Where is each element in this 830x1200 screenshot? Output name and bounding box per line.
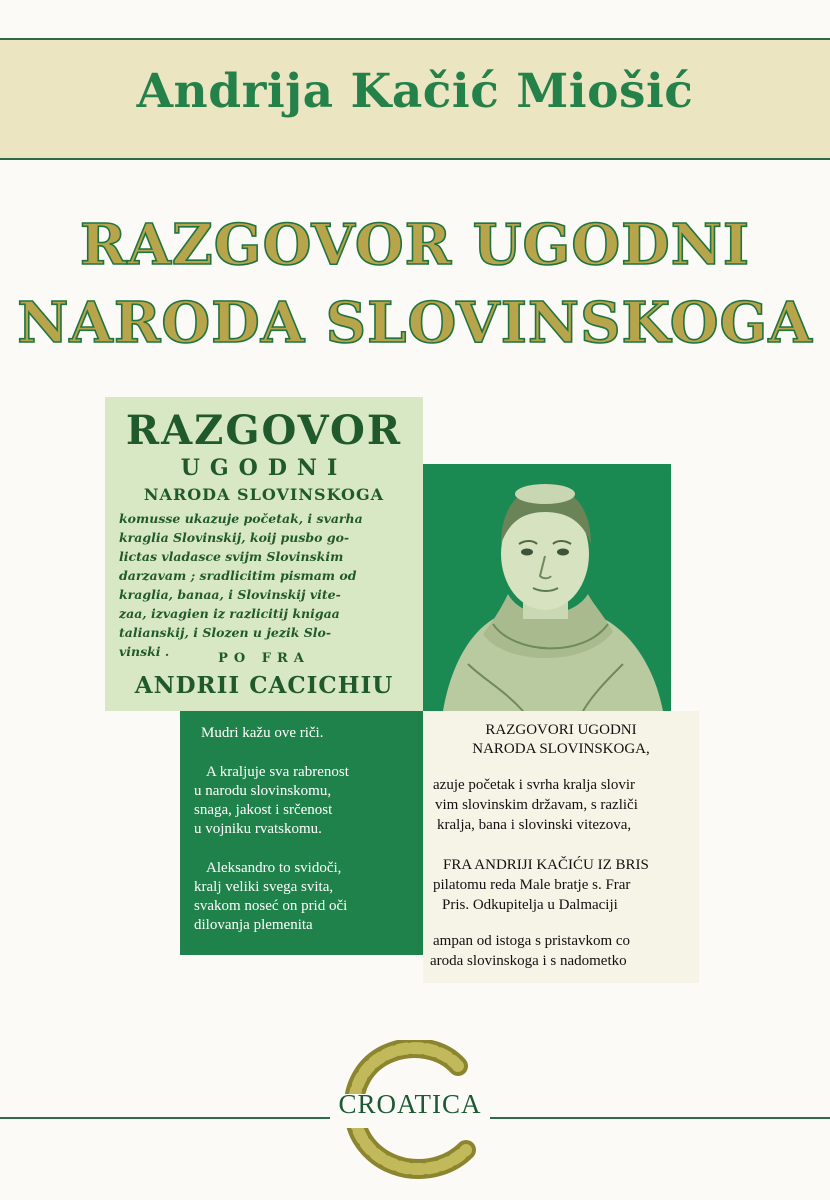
facsimile-line: zaa, izvagien iz razlicitij knigaa bbox=[119, 606, 340, 621]
facsimile-line: kraglia Slovinskij, koij pusbo go- bbox=[119, 530, 350, 545]
poem-line: u narodu slovinskomu, bbox=[194, 783, 332, 799]
facsimile-line: darzavam ; sradlicitim pismam od bbox=[119, 568, 357, 583]
bottom-rule-right bbox=[490, 1117, 830, 1119]
excerpt-title-2: NARODA SLOVINSKOGA, bbox=[472, 741, 650, 757]
excerpt-line: azuje početak i svrha kralja slovir bbox=[433, 777, 636, 793]
poem-line: snaga, jakost i srčenost bbox=[194, 802, 333, 818]
excerpt-line: ampan od istoga s pristavkom co bbox=[433, 933, 631, 949]
facsimile-line: talianskij, i Slozen u jezik Slo- bbox=[119, 625, 332, 640]
facsimile-subtitle: UGODNI bbox=[180, 455, 348, 481]
portrait-illustration bbox=[423, 464, 671, 711]
bottom-rule-left bbox=[0, 1117, 330, 1119]
author-name: Andrija Kačić Miošić bbox=[136, 64, 694, 119]
excerpt-line: kralja, bana i slovinski vitezova, bbox=[437, 817, 632, 833]
publisher-name: CROATICA bbox=[338, 1089, 482, 1119]
poem-line: A kraljuje sva rabrenost bbox=[206, 764, 349, 780]
excerpt-line: aroda slovinskoga i s nadometko bbox=[430, 953, 627, 969]
facsimile-line: kraglia, banaa, i Slovinskij vite- bbox=[119, 587, 341, 602]
excerpt-line: pilatomu reda Male bratje s. Frar bbox=[433, 877, 631, 893]
poem-line: Aleksandro to svidoči, bbox=[206, 860, 342, 876]
author-portrait bbox=[423, 464, 671, 711]
facsimile-subtitle-2: NARODA SLOVINSKOGA bbox=[143, 485, 385, 504]
facsimile-by: PO FRA bbox=[218, 651, 310, 666]
facsimile-line: vinski . bbox=[119, 644, 170, 659]
facsimile-body bbox=[119, 509, 415, 661]
facsimile-title-page bbox=[105, 397, 423, 711]
facsimile-line: lictas vladasce svijm Slovinskim bbox=[119, 549, 344, 564]
book-title-line-1: RAZGOVOR UGODNI bbox=[79, 212, 751, 278]
poem-line: dilovanja plemenita bbox=[194, 917, 313, 933]
facsimile-author: ANDRII CACICHIU bbox=[134, 672, 394, 699]
excerpt-line: vim slovinskim državam, s različi bbox=[435, 797, 638, 813]
facsimile-title: RAZGOVOR bbox=[125, 407, 403, 454]
poem-line: u vojniku rvatskomu. bbox=[194, 821, 322, 837]
excerpt-line: FRA ANDRIJI KAČIĆU IZ BRIS bbox=[443, 857, 649, 873]
excerpt-title-1: RAZGOVORI UGODNI bbox=[485, 722, 637, 738]
excerpt-panel bbox=[423, 711, 699, 983]
poem-line: Mudri kažu ove riči. bbox=[201, 725, 324, 741]
book-title-line-2: NARODA SLOVINSKOGA bbox=[17, 290, 813, 356]
poem-line: svakom noseć on prid oči bbox=[194, 898, 348, 914]
publisher-logo bbox=[330, 1040, 490, 1180]
poem-panel bbox=[180, 711, 423, 955]
excerpt-line: Pris. Odkupitelja u Dalmaciji bbox=[442, 897, 618, 913]
facsimile-line: komusse ukazuje početak, i svarha bbox=[119, 511, 363, 526]
poem-line: kralj veliki svega svita, bbox=[194, 879, 334, 895]
